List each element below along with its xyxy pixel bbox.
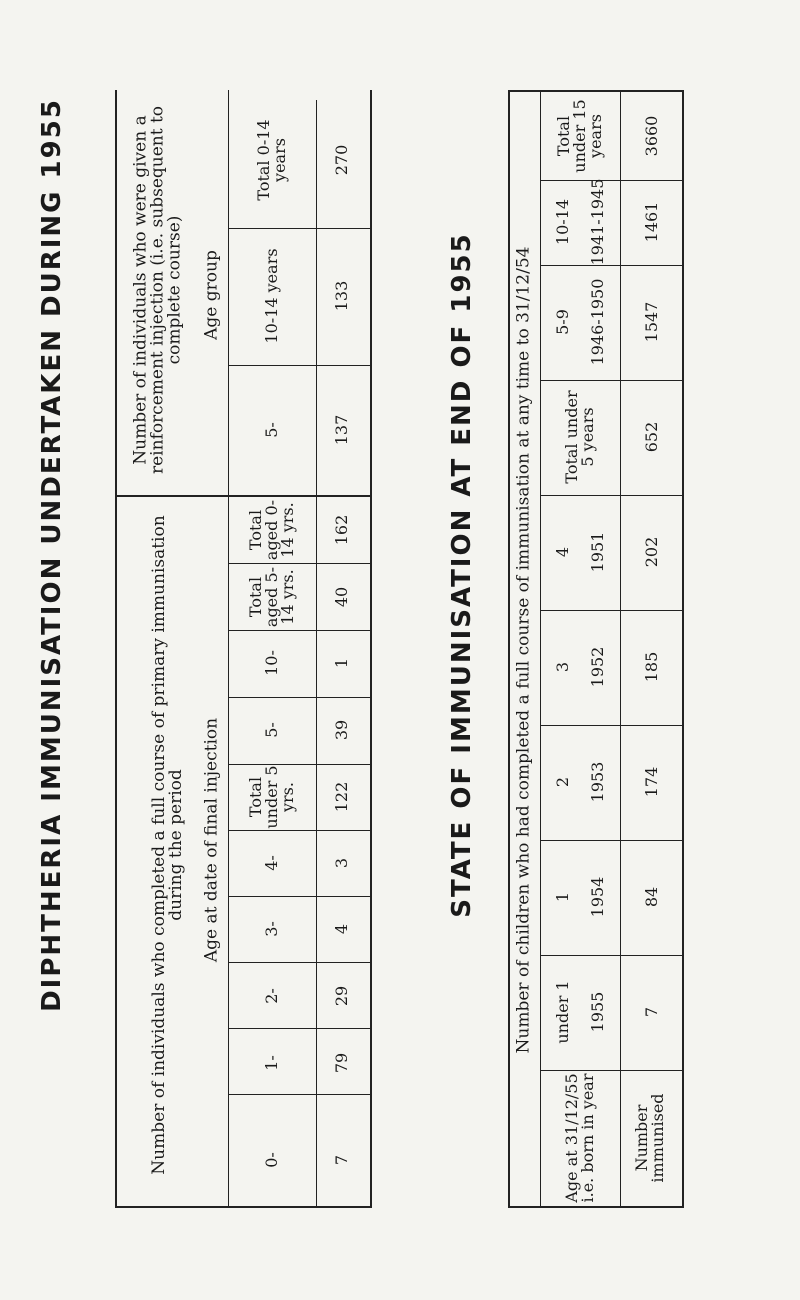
primary-col-label: 10- [262, 650, 281, 676]
reinforce-col-value: 137 [332, 414, 351, 446]
table2-col-year: 1955 [588, 991, 607, 1033]
table2-col-value: 652 [642, 421, 661, 453]
table2-row-label-number: Number immunised [632, 1093, 667, 1183]
table2-col-year: 1954 [588, 876, 607, 918]
primary-col-label: 1- [262, 1055, 281, 1071]
primary-header: Number of individuals who completed a full course of primary immunisation during the period [149, 515, 186, 1175]
reinforce-col-label: 5- [262, 422, 281, 438]
table2-col-value: 174 [642, 766, 661, 798]
primary-col-value: 79 [332, 1052, 351, 1074]
primary-col-value: 40 [332, 586, 351, 608]
table2-col-value: 1547 [642, 301, 661, 343]
table2-header: Number of children who had completed a full course of immunisation at any time to 31/12/54 [513, 246, 534, 1054]
reinforce-subheader: Age group [201, 250, 222, 340]
primary-col-label: Total aged 0-14 yrs. [246, 499, 297, 561]
table2-col-age: Total under 15 years [554, 99, 605, 173]
table2-col-year: 1952 [588, 646, 607, 688]
primary-col-value: 162 [332, 514, 351, 546]
reinforce-header: Number of individuals who were given a reinforcement injection (i.e. subsequent to complete course) [130, 105, 185, 475]
table2-col-year: 1941-1945 [588, 178, 607, 266]
table2-col-value: 3660 [642, 115, 661, 157]
table2-col-age: under 1 [553, 980, 572, 1044]
primary-col-label: Total under 5 yrs. [246, 765, 297, 829]
primary-col-value: 3 [332, 857, 351, 869]
table2-col-age: 4 [553, 546, 572, 558]
reinforce-col-value: 270 [332, 144, 351, 176]
primary-subheader: Age at date of final injection [201, 717, 222, 963]
table2-col-age: 3 [553, 661, 572, 673]
primary-col-value: 39 [332, 719, 351, 741]
table2-col-age: 1 [553, 891, 572, 903]
primary-col-value: 7 [332, 1154, 351, 1166]
table2-col-age: Total under 5 years [562, 390, 597, 484]
table2-col-value: 7 [642, 1006, 661, 1018]
reinforce-col-label: 10-14 years [262, 248, 281, 344]
table2-col-value: 1461 [642, 201, 661, 243]
table2-col-value: 185 [642, 651, 661, 683]
table2-col-value: 84 [642, 886, 661, 908]
primary-col-label: 3- [262, 921, 281, 937]
page-title-1: DIPHTHERIA IMMUNISATION UNDERTAKEN DURING 1955 [37, 98, 67, 1012]
primary-col-label: 0- [262, 1152, 281, 1168]
primary-col-label: 4- [262, 855, 281, 871]
table2-col-year: 1951 [588, 531, 607, 573]
primary-col-value: 122 [332, 781, 351, 813]
table2-col-value: 202 [642, 536, 661, 568]
primary-col-label: 5- [262, 722, 281, 738]
reinforce-col-value: 133 [332, 280, 351, 312]
table2-col-year: 1946-1950 [588, 278, 607, 366]
reinforce-col-label: Total 0-14 years [254, 119, 289, 201]
primary-col-label: Total aged 5-14 yrs. [246, 566, 297, 628]
table2-col-age: 5-9 [553, 309, 572, 335]
primary-col-label: 2- [262, 988, 281, 1004]
table2-col-age: 10-14 [553, 198, 572, 246]
primary-col-value: 29 [332, 985, 351, 1007]
primary-col-value: 4 [332, 923, 351, 935]
table2-col-age: 2 [553, 776, 572, 788]
page-title-2: STATE OF IMMUNISATION AT END OF 1955 [447, 232, 477, 918]
primary-col-value: 1 [332, 657, 351, 669]
table2-col-year: 1953 [588, 761, 607, 803]
table2-row-label-age: Age at 31/12/55 i.e. born in year [562, 1073, 597, 1203]
